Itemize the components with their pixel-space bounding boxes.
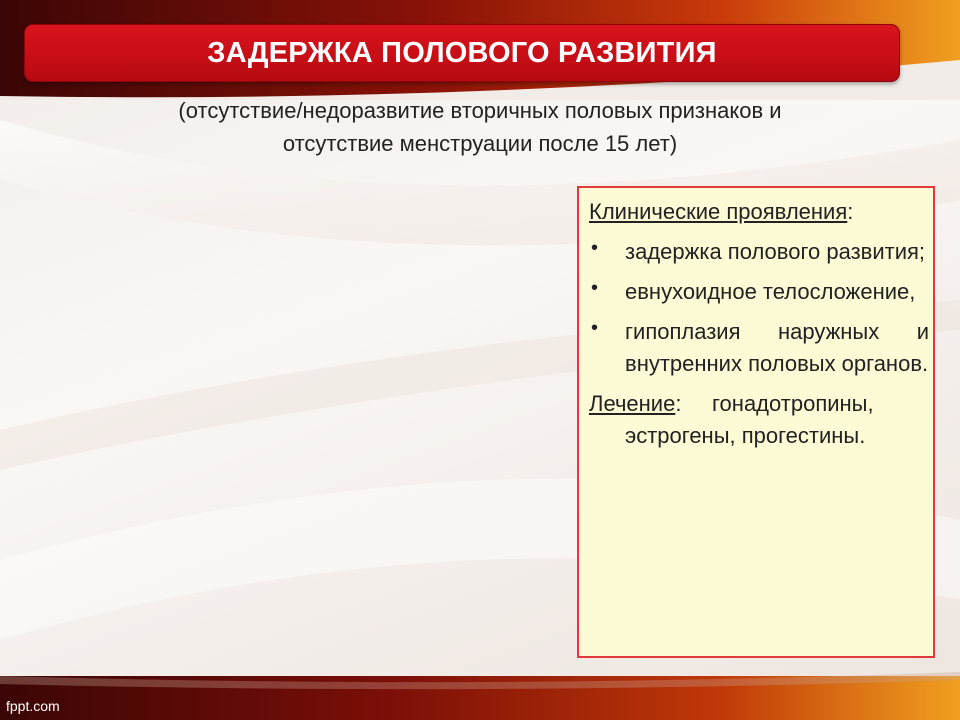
subtitle [60, 94, 900, 160]
list-item-text: гипоплазия наружных и внутренних половых органов. [625, 319, 929, 376]
clinical-heading-colon: : [847, 199, 854, 224]
treatment-section [589, 388, 929, 452]
clinical-info-box [577, 186, 935, 658]
symptom-list [589, 236, 929, 380]
watermark: fppt.com [6, 698, 60, 714]
info-content [589, 196, 929, 452]
clinical-heading-label: Клинические проявления [589, 199, 848, 224]
list-item [589, 276, 929, 308]
treatment-text-2: эстрогены, прогестины. [625, 423, 866, 448]
list-item-text: евнухоидное телосложение, [625, 279, 916, 304]
clinical-heading [589, 196, 929, 228]
subtitle-line-1: (отсутствие/недоразвитие вторичных половых признаков и [178, 98, 782, 123]
bullet-icon: • [591, 317, 599, 339]
bullet-icon: • [591, 237, 599, 259]
treatment-colon: : [675, 391, 682, 416]
list-item [589, 236, 929, 268]
treatment-text-1: гонадотропины, [712, 391, 874, 416]
list-item-text: задержка полового развития; [625, 239, 926, 264]
list-item [589, 316, 929, 380]
subtitle-line-2: отсутствие менструации после 15 лет) [282, 131, 678, 156]
treatment-label: Лечение [589, 391, 676, 416]
title-bar [24, 24, 900, 82]
slide-title: ЗАДЕРЖКА ПОЛОВОГО РАЗВИТИЯ [207, 37, 717, 69]
bullet-icon: • [591, 277, 599, 299]
